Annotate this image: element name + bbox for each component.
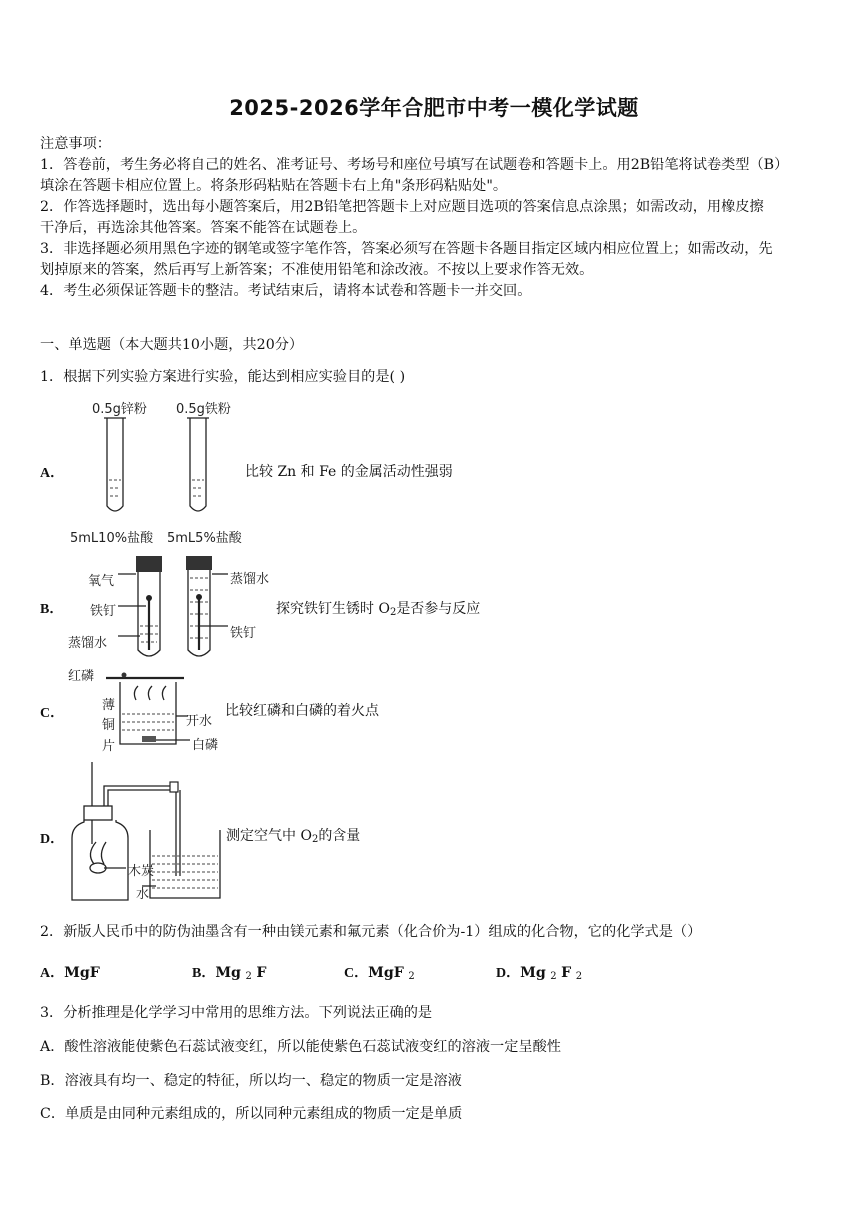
q2-option-b-formula-1: Mg xyxy=(215,965,241,981)
q1-option-b-desc-post: 是否参与反应 xyxy=(396,601,481,617)
q1-option-b-desc-pre: 探究铁钉生锈时 O xyxy=(276,601,390,617)
red-phosphorus-label: 红磷 xyxy=(68,669,95,684)
q2-option-a-formula: MgF xyxy=(64,965,100,981)
q1-option-d-desc-post: 的含量 xyxy=(318,828,361,844)
test-tubes-b-figure xyxy=(118,554,230,664)
charcoal-label: 木炭 xyxy=(128,864,155,879)
notice-heading: 注意事项： xyxy=(40,136,111,152)
q1-stem: 1．根据下列实验方案进行实验，能达到相应实验目的是( ) xyxy=(40,369,406,385)
notice-block xyxy=(40,134,832,302)
zinc-powder-label: 0.5g锌粉 xyxy=(92,402,147,417)
q2-option-d-sub-1: 2 xyxy=(550,971,557,982)
iron-nail-label-right: 铁钉 xyxy=(230,626,257,641)
q2-option-b-letter: B． xyxy=(192,966,216,981)
beaker-c-figure xyxy=(100,670,196,750)
q2-option-d-formula-2: F xyxy=(561,965,572,981)
acid-10-label: 5mL10%盐酸 xyxy=(70,531,154,546)
water-label: 水 xyxy=(136,887,150,902)
notice-line: 4．考生必须保证答题卡的整洁。考试结束后，请将本试卷和答题卡一并交回。 xyxy=(40,283,532,299)
notice-line: 划掉原来的答案，然后再写上新答案；不准使用铅笔和涂改液。不按以上要求作答无效。 xyxy=(40,262,594,278)
notice-line: 干净后，再选涂其他答案。答案不能答在试题卷上。 xyxy=(40,220,367,236)
copper-label-3: 片 xyxy=(102,739,116,754)
q2-option-d xyxy=(496,962,582,982)
notice-line: 2．作答选择题时，选出每小题答案后，用2B铅笔把答题卡上对应题目选项的答案信息点涂黑；如需改动，用橡皮擦 xyxy=(40,199,764,215)
q1-option-b-letter: B． xyxy=(40,602,64,617)
distilled-water-label-left: 蒸馏水 xyxy=(68,636,108,651)
q1-option-a-desc: 比较 Zn 和 Fe 的金属活动性强弱 xyxy=(245,464,453,480)
q3-option-b: B．溶液具有均一、稳定的特征，所以均一、稳定的物质一定是溶液 xyxy=(40,1073,462,1089)
distilled-water-label-right: 蒸馏水 xyxy=(230,572,270,587)
q1-option-d-letter: D． xyxy=(40,832,65,847)
q1-option-d-desc xyxy=(226,825,360,845)
q3-option-c: C．单质是由同种元素组成的，所以同种元素组成的物质一定是单质 xyxy=(40,1106,463,1122)
q1-option-a-letter: A． xyxy=(40,466,65,481)
q1-option-c-desc: 比较红磷和白磷的着火点 xyxy=(225,703,379,719)
q2-option-d-letter: D． xyxy=(496,966,521,981)
q2-option-c-formula: MgF xyxy=(368,965,404,981)
q3-option-a: A．酸性溶液能使紫色石蕊试液变红，所以能使紫色石蕊试液变红的溶液一定呈酸性 xyxy=(40,1039,561,1055)
q1-option-d-desc-pre: 测定空气中 O xyxy=(226,828,312,844)
q2-option-b-formula-2: F xyxy=(256,965,267,981)
q1-option-c-letter: C． xyxy=(40,706,65,721)
q2-option-d-formula-1: Mg xyxy=(520,965,546,981)
acid-5-label: 5mL5%盐酸 xyxy=(167,531,242,546)
q2-option-d-sub-2: 2 xyxy=(575,971,583,982)
oxygen-label: 氧气 xyxy=(88,574,115,589)
hot-water-label: 开水 xyxy=(186,714,213,729)
section-heading: 一、单选题（本大题共10小题，共20分） xyxy=(40,337,304,353)
iron-nail-label-left: 铁钉 xyxy=(90,604,117,619)
q2-option-c-letter: C． xyxy=(344,966,369,981)
notice-line: 3．非选择题必须用黑色字迹的钢笔或签字笔作答，答案必须写在答题卡各题目指定区域内相应位置上；如需改动，先 xyxy=(40,241,773,257)
notice-line: 1．答卷前，考生务必将自己的姓名、准考证号、考场号和座位号填写在试题卷和答题卡上。用2B铅笔将试卷类型（B） xyxy=(40,157,789,173)
copper-label-1: 薄 xyxy=(102,698,116,713)
q2-option-a-letter: A． xyxy=(40,966,65,981)
q2-option-c xyxy=(344,962,415,982)
q3-stem: 3．分析推理是化学学习中常用的思维方法。下列说法正确的是 xyxy=(40,1005,433,1021)
q2-option-b-sub: 2 xyxy=(245,971,252,982)
notice-line: 填涂在答题卡相应位置上。将条形码粘贴在答题卡右上角"条形码粘贴处"。 xyxy=(40,178,508,194)
q1-option-b-desc-sub: 2 xyxy=(389,607,397,618)
q2-option-a xyxy=(40,962,100,982)
test-tubes-a-figure xyxy=(100,414,220,518)
q2-option-b xyxy=(192,962,266,982)
q2-stem: 2．新版人民币中的防伪油墨含有一种由镁元素和氟元素（化合价为-1）组成的化合物，它的化学式是（） xyxy=(40,924,702,940)
page-title: 2025-2026学年合肥市中考一模化学试题 xyxy=(229,96,639,120)
q1-option-b-desc xyxy=(276,598,480,618)
white-phosphorus-label: 白磷 xyxy=(192,738,219,753)
iron-powder-label: 0.5g铁粉 xyxy=(176,402,231,417)
q1-option-d-desc-sub: 2 xyxy=(311,834,319,845)
copper-label-2: 铜 xyxy=(102,718,116,733)
q2-option-c-sub: 2 xyxy=(408,971,415,982)
